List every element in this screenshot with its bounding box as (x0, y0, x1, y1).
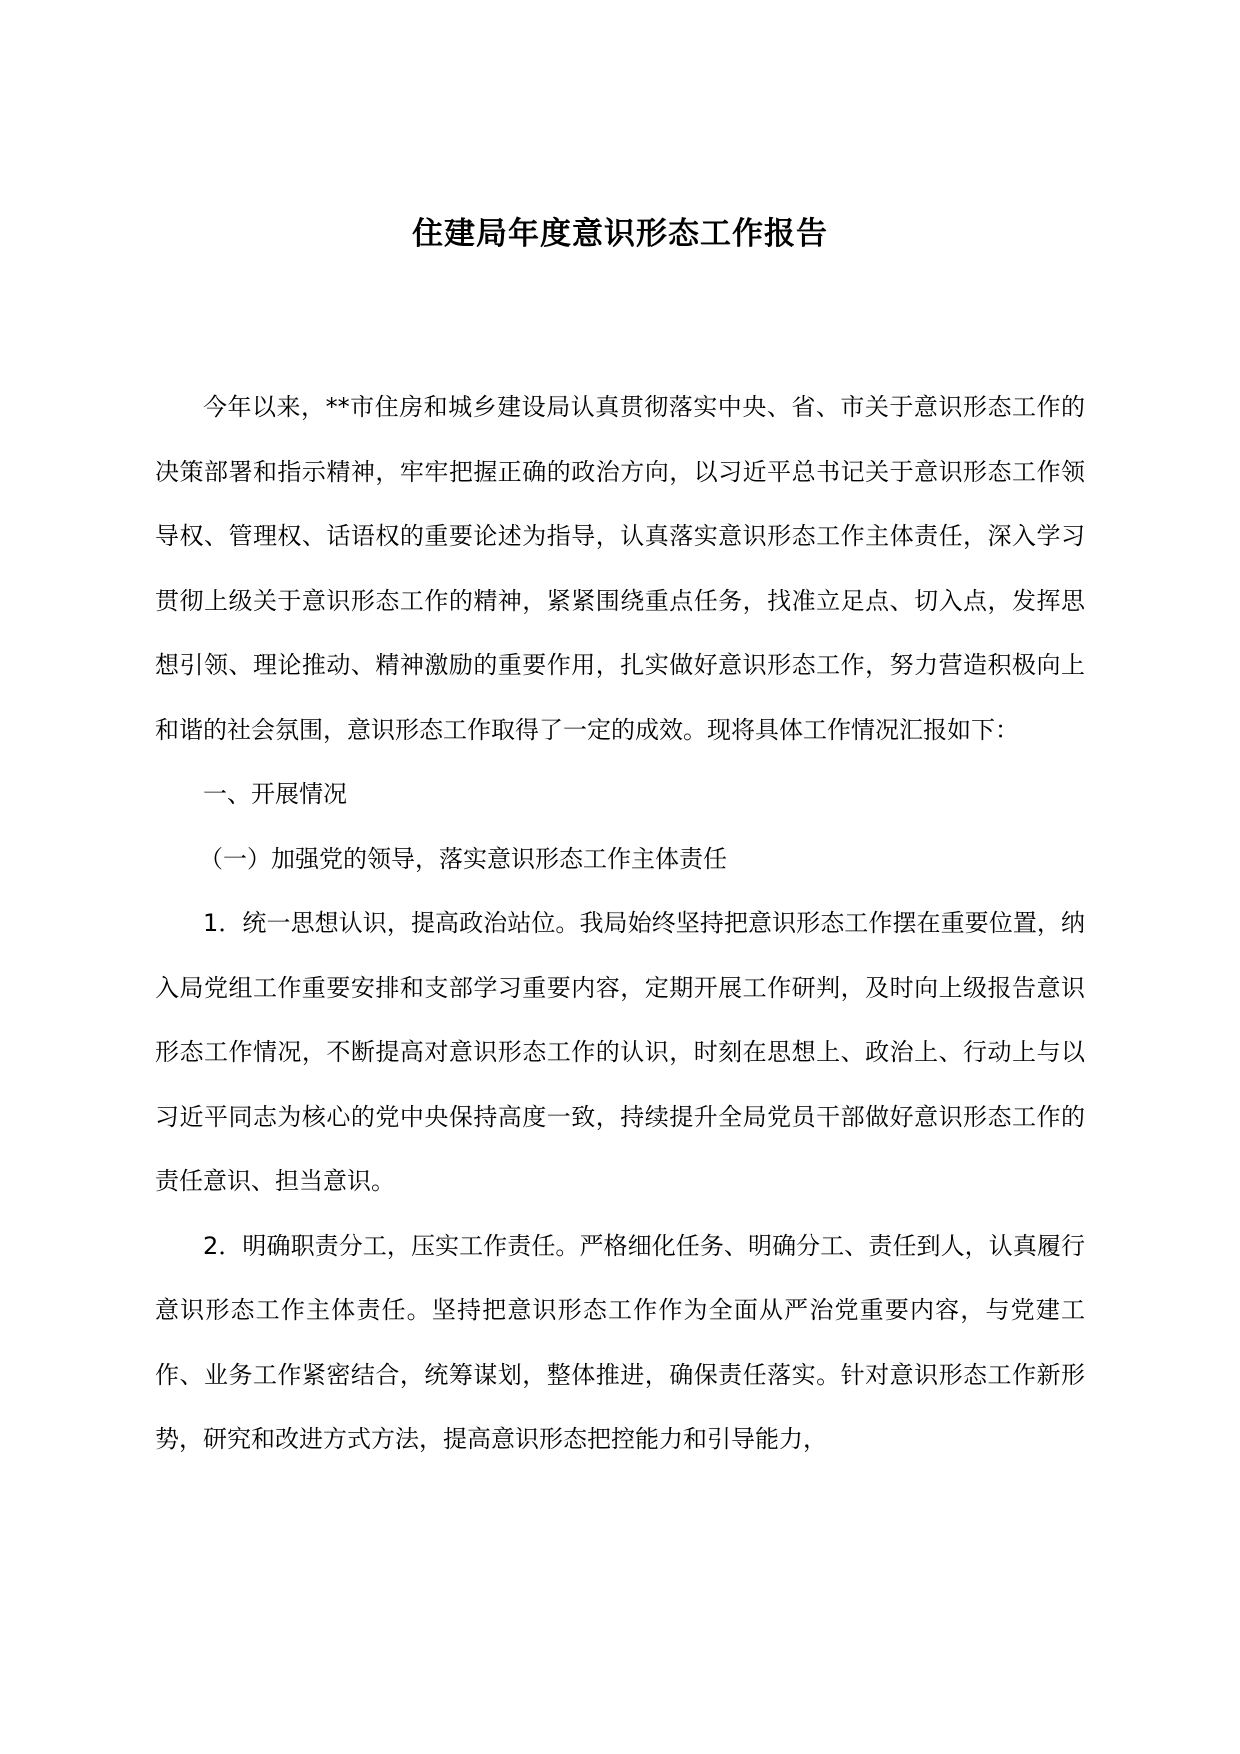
section-heading-1: 一、开展情况 (203, 780, 347, 808)
document-body (155, 375, 1085, 1472)
body-paragraph-1: 1．统一思想认识，提高政治站位。我局始终坚持把意识形态工作摆在重要位置，纳入局党组工作重要安排和支部学习重要内容，定期开展工作研判，及时向上级报告意识形态工作情况，不断提高对意识形态工作的认识，时刻在思想上、政治上、行动上与以习近平同志为核心的党中央保持高度一致，持续提升全局党员干部做好意识形态工作的责任意识、担当意识。 (155, 909, 1085, 1195)
document-title: 住建局年度意识形态工作报告 (412, 215, 828, 252)
body-paragraph-2: 2．明确职责分工，压实工作责任。严格细化任务、明确分工、责任到人，认真履行意识形态工作主体责任。坚持把意识形态工作作为全面从严治党重要内容，与党建工作、业务工作紧密结合，统筹谋划，整体推进，确保责任落实。针对意识形态工作新形势，研究和改进方式方法，提高意识形态把控能力和引导能力， (155, 1231, 1085, 1453)
intro-paragraph: 今年以来，**市住房和城乡建设局认真贯彻落实中央、省、市关于意识形态工作的决策部署和指示精神，牢牢把握正确的政治方向，以习近平总书记关于意识形态工作领导权、管理权、话语权的重要论述为指导，认真落实意识形态工作主体责任，深入学习贯彻上级关于意识形态工作的精神，紧紧围绕重点任务，找准立足点、切入点，发挥思想引领、理论推动、精神激励的重要作用，扎实做好意识形态工作，努力营造积极向上和谐的社会氛围，意识形态工作取得了一定的成效。现将具体工作情况汇报如下： (155, 393, 1085, 744)
subsection-heading-1: （一）加强党的领导，落实意识形态工作主体责任 (199, 844, 727, 873)
